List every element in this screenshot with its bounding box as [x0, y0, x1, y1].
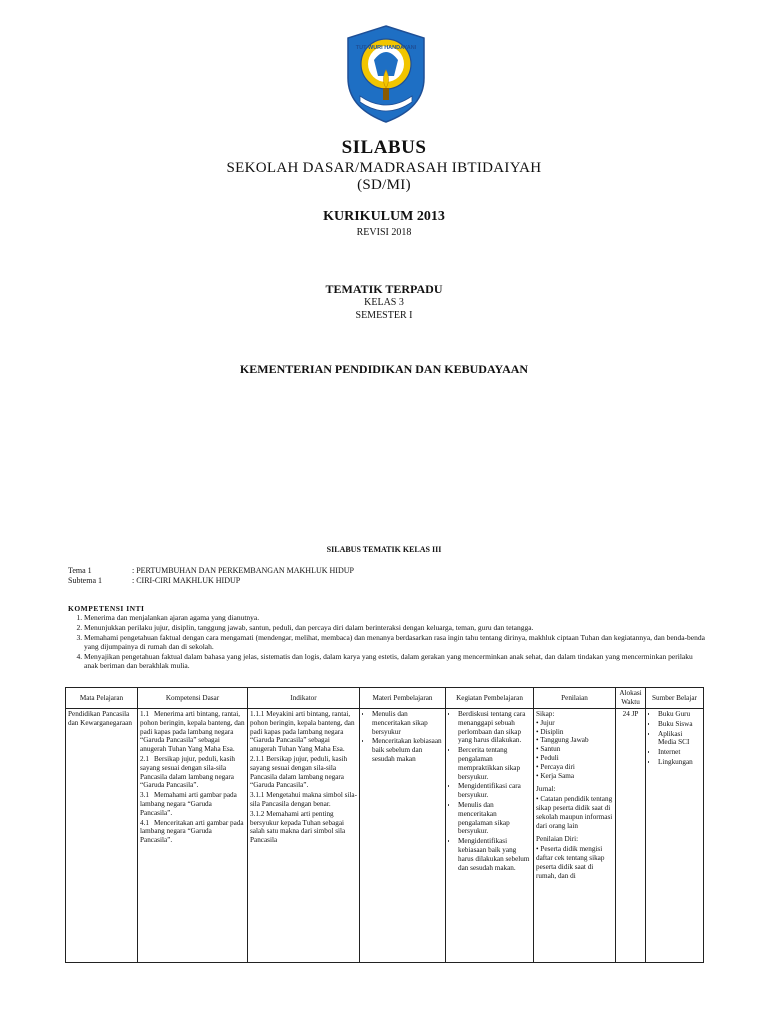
document-title: SILABUS [341, 137, 427, 158]
materi-item: • Menceritakan kebiasaan baik sebelum dan sesudah makan [372, 737, 443, 763]
theme-block [68, 566, 354, 586]
ministry: KEMENTERIAN PENDIDIKAN DAN KEBUDAYAAN [239, 362, 529, 376]
indicator-item: 1.1.1 Meyakini arti bintang, rantai, pohon beringin, kepala banteng, dan padi kapas pada lambang negara “Garuda Pancasila” sebagai anugerah Tuhan Yang Maha Esa. [250, 710, 355, 754]
tut-wuri-handayani-logo [344, 24, 428, 124]
sumber-item: • Aplikasi Media SCI [658, 730, 701, 748]
sikap-label: Sikap: [536, 710, 555, 718]
kegiatan-cell [446, 709, 534, 963]
kd-item: 4.1 Menceritakan arti gambar pada lambang negara “Garuda Pancasila”. [140, 818, 244, 845]
sikap-item: • Jujur [536, 718, 555, 727]
sikap-item: • Disiplin [536, 727, 564, 736]
sumber-item: • Lingkungan [658, 758, 701, 767]
indicator-item: 3.1.1 Mengetahui makna simbol sila-sila Pancasila dengan benar. [250, 791, 357, 808]
indicator-cell [248, 709, 360, 963]
kd-item: 2.1 Bersikap jujur, peduli, kasih sayang sesuai dengan sila-sila Pancasila dalam lambang negara “Garuda Pancasila”. [140, 754, 235, 790]
sumber-item: • Buku Siswa [658, 720, 701, 729]
kegiatan-item: • Menulis dan menceritakan pengalaman sikap bersyukur. [458, 801, 531, 836]
school-level: SEKOLAH DASAR/MADRASAH IBTIDAIYAH [226, 160, 542, 176]
curriculum: KURIKULUM 2013 [323, 209, 445, 224]
syllabus-table [65, 687, 704, 963]
kd-item: 3.1 Memahami arti gambar pada lambang negara “Garuda Pancasila”. [140, 791, 237, 817]
kegiatan-item: • Berdiskusi tentang cara menanggapi sebuah perlombaan dan sikap yang harus dilakukan. [458, 710, 531, 745]
jurnal-item: • Catatan pendidik tentang sikap peserta didik saat di sekolah maupun informasi dari orang lain [536, 795, 613, 830]
header-alokasi: Alokasi Waktu [616, 688, 646, 709]
school-abbreviation: (SD/MI) [357, 177, 411, 193]
ki-item: 3. Memahami pengetahuan faktual dengan cara mengamati (mendengar, melihat, membaca) dan menanya berdasarkan rasa ingin tahu tentang dirinya, makhluk ciptaan Tuhan dan kegiatannya, dan benda-benda yang dijumpainya di rumah dan di sekolah. [84, 633, 708, 651]
tema-value: : PERTUMBUHAN DAN PERKEMBANGAN MAKHLUK HIDUP [132, 566, 354, 575]
header-sumber: Sumber Belajar [646, 688, 704, 709]
sikap-item: • Kerja Sama [536, 771, 575, 780]
sumber-item: • Buku Guru [658, 710, 701, 719]
subject-text: Pendidikan Pancasila dan Kewarganegaraan [68, 710, 132, 727]
indicator-item: 2.1.1 Bersikap jujur, peduli, kasih sayang sesuai dengan sila-sila Pancasila dalam lambang negara “Garuda Pancasila”. [250, 754, 348, 790]
sumber-cell [646, 709, 704, 963]
table-header-row [66, 688, 704, 709]
ki-item: 4. Menyajikan pengetahuan faktual dalam bahasa yang jelas, sistematis dan logis, dalam karya yang estetis, dalam gerakan yang mencerminkan anak sehat, dan dalam tindakan yang mencerminkan perilaku anak beriman dan berakhlak mulia. [84, 652, 708, 670]
header-kegiatan: Kegiatan Pembelajaran [446, 688, 534, 709]
header-indicator: Indikator [248, 688, 360, 709]
ki-item: 2. Menunjukkan perilaku jujur, disiplin, tanggung jawab, santun, peduli, dan percaya diri dalam berinteraksi dengan keluarga, teman, guru dan tetangga. [84, 623, 708, 632]
ki-item: 1. Menerima dan menjalankan ajaran agama yang dianutnya. [84, 613, 708, 622]
sikap-item: • Percaya diri [536, 762, 575, 771]
kd-item: 1.1 Menerima arti bintang, rantai, pohon beringin, kepala banteng, dan padi kapas pada lambang negara “Garuda Pancasila” sebagai anugerah Tuhan Yang Maha Esa. [140, 710, 245, 754]
penilaian-diri-label: Penilaian Diri: [536, 835, 579, 844]
sikap-item: • Tanggung Jawab [536, 736, 589, 745]
materi-cell [360, 709, 446, 963]
kegiatan-item: • Mengidentifikasi cara bersyukur. [458, 782, 531, 800]
theme-type: TEMATIK TERPADU [325, 282, 443, 296]
penilaian-cell [534, 709, 616, 963]
logo-text: TUT WURI HANDAYANI [355, 45, 417, 51]
kegiatan-item: • Mengidentifikasi kebiasaan baik yang harus dilakukan sebelum dan sesudah makan. [458, 837, 531, 872]
header-penilaian: Penilaian [534, 688, 616, 709]
revision: REVISI 2018 [356, 227, 412, 238]
header-subject: Mata Pelajaran [66, 688, 138, 709]
sikap-item: • Peduli [536, 753, 559, 762]
grade: KELAS 3 [364, 297, 404, 308]
subtema-value: : CIRI-CIRI MAKHLUK HIDUP [132, 576, 241, 585]
sikap-item: • Santun [536, 745, 561, 754]
ki-title: KOMPETENSI INTI [68, 604, 145, 613]
syllabus-subtitle: SILABUS TEMATIK KELAS III [326, 545, 442, 554]
semester: SEMESTER I [355, 310, 413, 321]
core-competencies [68, 604, 708, 671]
table-row [66, 709, 704, 963]
alokasi-cell [616, 709, 646, 963]
alokasi-value: 24 JP [622, 710, 639, 718]
subtema-label: Subtema 1 [68, 576, 102, 585]
header-kd: Kompetensi Dasar [138, 688, 248, 709]
kd-cell [138, 709, 248, 963]
materi-item: • Menulis dan menceritakan sikap bersyukur [372, 710, 443, 736]
penilaian-diri-item: • Peserta didik mengisi daftar cek tentang sikap peserta didik saat di rumah, dan di [536, 845, 605, 880]
tema-label: Tema 1 [68, 566, 92, 575]
jurnal-label: Jurnal: [536, 785, 556, 794]
kegiatan-item: • Bercerita tentang pengalaman mempraktikkan sikap bersyukur. [458, 746, 531, 781]
sumber-item: • Internet [658, 748, 701, 757]
header-materi: Materi Pembelajaran [360, 688, 446, 709]
subject-cell [66, 709, 138, 963]
indicator-item: 3.1.2 Memahami arti penting bersyukur kepada Tuhan sebagai salah satu makna dari simbol sila Pancasila [250, 809, 346, 845]
